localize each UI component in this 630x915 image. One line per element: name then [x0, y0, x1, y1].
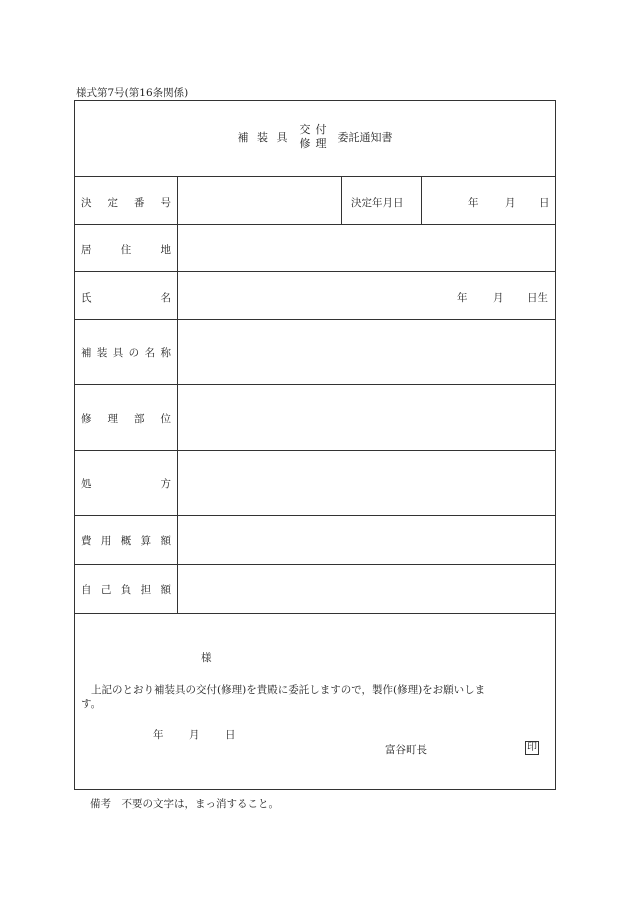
label-decision-date: 決定年月日 [351, 197, 404, 209]
issue-day-unit: 日 [225, 729, 236, 741]
issue-year-unit: 年 [153, 729, 164, 741]
form-code: 様式第7号(第16条関係) [76, 87, 189, 99]
label-address: 居 住 地 [81, 244, 171, 256]
label-self-pay: 自 己 負 担 額 [81, 584, 171, 596]
footnote: 備考 不要の文字は，まっ消すること。 [90, 798, 279, 810]
birth-year-unit: 年 [457, 292, 468, 304]
seal-mark: 印 [527, 742, 537, 753]
label-prescription: 処 方 [81, 478, 171, 490]
message-body-line2: す。 [81, 698, 102, 710]
decision-date-year-unit: 年 [468, 197, 479, 209]
salutation: 様 [201, 652, 212, 664]
title-suffix: 委託通知書 [337, 131, 393, 144]
issuer: 富谷町長 [385, 744, 427, 756]
title-option-delivery: 交付 [299, 123, 332, 136]
label-repair-part: 修 理 部 位 [81, 413, 171, 425]
form-title [75, 123, 555, 151]
issue-month-unit: 月 [189, 729, 200, 741]
label-device-name: 補 装 具 の 名 称 [81, 347, 171, 359]
notice-form [74, 100, 556, 790]
message-body-line1: 上記のとおり補装具の交付(修理)を貴殿に委託しますので，製作(修理)をお願いしま [91, 684, 486, 696]
decision-date-day-unit: 日 [539, 197, 550, 209]
label-name: 氏 名 [81, 292, 171, 304]
label-decision-number: 決 定 番 号 [81, 197, 171, 209]
title-options [300, 123, 332, 151]
title-option-repair: 修理 [299, 137, 332, 150]
label-cost-estimate: 費 用 概 算 額 [81, 535, 171, 547]
birth-month-unit: 月 [493, 292, 504, 304]
birth-day-unit: 日生 [527, 292, 548, 304]
title-prefix: 補 装 具 [237, 131, 288, 144]
decision-date-month-unit: 月 [505, 197, 516, 209]
